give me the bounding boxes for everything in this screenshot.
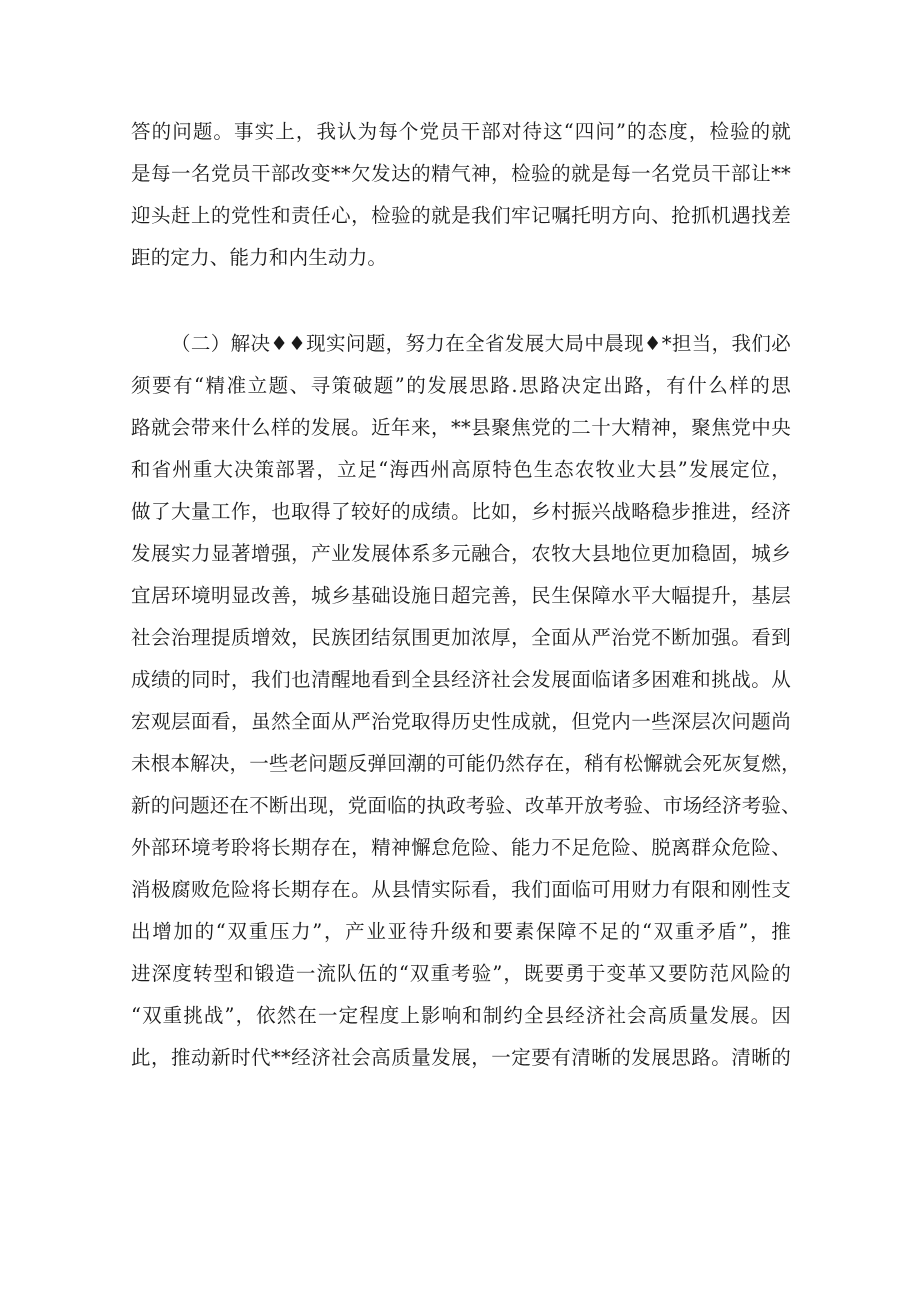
paragraph-line: 路就会带来什么样的发展。近年来，**县聚焦党的二十大精神，聚焦党中央 bbox=[131, 416, 791, 439]
paragraph-line: 出增加的“双重压力”，产业亚待升级和要素保障不足的“双重矛盾”，推 bbox=[131, 920, 791, 943]
paragraph-line: 成绩的同时，我们也清醒地看到全县经济社会发展面临诸多困难和挑战。从 bbox=[131, 668, 791, 691]
paragraph-2 bbox=[131, 323, 801, 1079]
paragraph-line: 消极腐败危险将长期存在。从县情实际看，我们面临可用财力有限和刚性支 bbox=[131, 878, 791, 901]
paragraph-line: 距的定力、能力和内生动力。 bbox=[131, 246, 388, 269]
paragraph-line: 做了大量工作，也取得了较好的成绩。比如，乡村振兴战略稳步推进，经济 bbox=[131, 500, 791, 523]
paragraph-line: “双重挑战”，依然在一定程度上影响和制约全县经济社会高质量发展。因 bbox=[131, 1004, 791, 1027]
paragraph-line: 宏观层面看，虽然全面从严治党取得历史性成就，但党内一些深层次问题尚 bbox=[131, 710, 791, 733]
paragraph-line: 进深度转型和锻造一流队伍的“双重考验”，既要勇于变革又要防范风险的 bbox=[131, 962, 791, 985]
paragraph-line: 答的问题。事实上，我认为每个党员干部对待这“四问”的态度，检验的就 bbox=[131, 120, 791, 143]
paragraph-line: 须要有“精准立题、寻策破题”的发展思路.思路决定出路，有什么样的思 bbox=[131, 374, 791, 397]
paragraph-line: （二）解决♦♦现实问题，努力在全省发展大局中晨现♦*担当，我们必 bbox=[171, 332, 791, 355]
paragraph-1 bbox=[131, 111, 791, 279]
paragraph-line: 外部环境考聆将长期存在，精神懈怠危险、能力不足危险、脱离群众危险、 bbox=[131, 836, 791, 859]
paragraph-line: 是每一名党员干部改变**欠发达的精气神，检验的就是每一名党员干部让** bbox=[131, 162, 791, 185]
paragraph-line: 新的问题还在不断出现，党面临的执政考验、改革开放考验、市场经济考验、 bbox=[131, 794, 801, 817]
paragraph-line: 宜居环境明显改善，城乡基础设施日超完善，民生保障水平大幅提升，基层 bbox=[131, 584, 791, 607]
paragraph-line: 未根本解决，一些老问题反弹回潮的可能仍然存在，稍有松懈就会死灰复燃， bbox=[131, 752, 801, 775]
paragraph-line: 发展实力显著增强，产业发展体系多元融合，农牧大县地位更加稳固，城乡 bbox=[131, 542, 791, 565]
paragraph-line: 迎头赶上的党性和责任心，检验的就是我们牢记嘱托明方向、抢抓机遇找差 bbox=[131, 204, 791, 227]
paragraph-line: 和省州重大决策部署，立足“海西州高原特色生态农牧业大县”发展定位， bbox=[131, 458, 791, 481]
paragraph-line: 此，推动新时代**经济社会高质量发展，一定要有清晰的发展思路。清晰的 bbox=[131, 1046, 791, 1069]
paragraph-line: 社会治理提质增效，民族团结氛围更加浓厚，全面从严治党不断加强。看到 bbox=[131, 626, 791, 649]
